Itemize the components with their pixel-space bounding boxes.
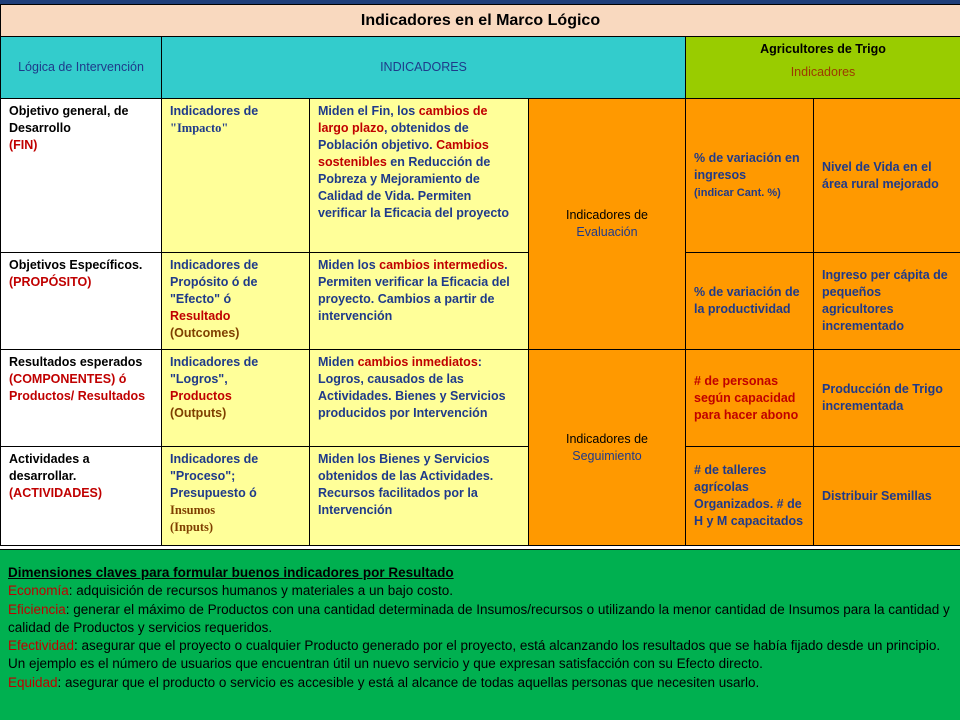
dimension-term: Eficiencia bbox=[8, 601, 66, 617]
header-logica: Lógica de Intervención bbox=[1, 37, 162, 99]
row-fin-label: Objetivo general, de Desarrollo bbox=[9, 104, 129, 135]
row-componentes-agri-indicator: # de personas según capacidad para hacer abono bbox=[686, 350, 814, 447]
text-seg: Miden los bbox=[318, 258, 380, 272]
row-fin-indicator bbox=[162, 99, 310, 253]
evaluacion-label: Indicadores de bbox=[565, 208, 648, 222]
row-actividades-indicator bbox=[162, 447, 310, 546]
text-seg: cambios de largo plazo bbox=[318, 104, 488, 135]
dimension-item bbox=[8, 637, 952, 674]
text-seg: en bbox=[386, 155, 409, 169]
header-agricultores-sub: Indicadores bbox=[790, 65, 856, 79]
text-seg: Reducción de Pobreza y Mejoramiento de Calidad de Vida. Permiten verificar la Eficacia del proyecto bbox=[318, 155, 510, 220]
dimension-item bbox=[8, 582, 952, 600]
row-proposito-logic bbox=[1, 253, 162, 350]
row-fin-description bbox=[310, 99, 529, 253]
row-componentes-indicator bbox=[162, 350, 310, 447]
row-componentes-indicator-a: Indicadores de "Logros", bbox=[170, 355, 259, 386]
row-proposito-indicator-a: Indicadores de Propósito ó de "Efecto" ó bbox=[170, 258, 259, 306]
row-fin-logic bbox=[1, 99, 162, 253]
row-componentes-logic bbox=[1, 350, 162, 447]
row-proposito-agri-indicator: % de variación de la productividad bbox=[686, 253, 814, 350]
table-title: Indicadores en el Marco Lógico bbox=[1, 5, 960, 37]
row-fin-agri-a: % de variación en ingresos bbox=[694, 150, 800, 182]
row-fin-indicator-a: Indicadores de bbox=[170, 104, 259, 118]
row-proposito-indicator-c: (Outcomes) bbox=[170, 326, 240, 340]
text-seg: cambios intermedios bbox=[379, 258, 505, 272]
dimensions-box bbox=[0, 549, 960, 720]
text-seg: . Permiten verificar la Eficacia del proyecto. Cambios a partir de intervención bbox=[318, 258, 510, 323]
dimension-term: Efectividad bbox=[8, 638, 75, 654]
row-proposito-agri-goal: Ingreso per cápita de pequeños agricultores incrementado bbox=[814, 253, 960, 350]
text-seg: Miden bbox=[318, 355, 358, 369]
row-proposito-indicator-b: Resultado bbox=[170, 309, 231, 323]
row-proposito-description bbox=[310, 253, 529, 350]
seguimiento-cell bbox=[529, 350, 686, 546]
header-agricultores bbox=[686, 37, 960, 99]
row-fin-agri-b: (indicar Cant. %) bbox=[694, 186, 781, 199]
row-componentes-description bbox=[310, 350, 529, 447]
row-componentes-tag: (COMPONENTES) ó Productos/ Resultados bbox=[9, 372, 146, 403]
row-actividades-agri-indicator: # de talleres agrícolas Organizados. # de H y M capacitados bbox=[686, 447, 814, 546]
row-componentes-label: Resultados esperados bbox=[9, 355, 143, 369]
dimensions-heading: Dimensiones claves para formular buenos indicadores por Resultado bbox=[8, 565, 454, 580]
row-actividades-description: Miden los Bienes y Servicios obtenidos de las Actividades. Recursos facilitados por la Intervención bbox=[310, 447, 529, 546]
dimension-item bbox=[8, 601, 952, 638]
row-actividades-indicator-c: (Inputs) bbox=[170, 520, 214, 534]
seguimiento-label: Indicadores de bbox=[565, 431, 648, 446]
dimension-text: : asegurar que el producto o servicio es accesible y está al alcance de todas aquellas personas que necesiten usarlo. bbox=[57, 674, 760, 690]
row-proposito-label: Objetivos Específicos. bbox=[9, 258, 143, 272]
row-actividades-logic bbox=[1, 447, 162, 546]
row-componentes-indicator-c: (Outputs) bbox=[170, 406, 227, 420]
row-proposito-indicator bbox=[162, 253, 310, 350]
seguimiento-value: Seguimiento bbox=[572, 448, 642, 463]
row-proposito-tag: (PROPÓSITO) bbox=[9, 275, 92, 289]
row-actividades-label: Actividades a desarrollar. bbox=[9, 452, 90, 483]
row-actividades-indicator-a: Indicadores de "Proceso"; Presupuesto ó bbox=[170, 452, 259, 500]
header-agricultores-title: Agricultores de Trigo bbox=[760, 42, 886, 56]
row-fin-agri-goal: Nivel de Vida en el área rural mejorado bbox=[814, 99, 960, 253]
row-actividades-indicator-b: Insumos bbox=[170, 503, 216, 517]
text-seg: : Logros, causados de las Actividades. Bienes y Servicios producidos por Intervención bbox=[318, 355, 506, 420]
logframe-table bbox=[0, 4, 960, 546]
dimension-term: Economía bbox=[8, 583, 69, 599]
row-fin-indicator-b: "Impacto" bbox=[170, 121, 229, 135]
dimension-text: : adquisición de recursos humanos y materiales a un bajo costo. bbox=[68, 583, 454, 599]
row-componentes-agri-goal: Producción de Trigo incrementada bbox=[814, 350, 960, 447]
row-actividades-tag: (ACTIVIDADES) bbox=[9, 486, 103, 500]
text-seg: , obtenidos de Población objetivo. bbox=[318, 121, 469, 152]
text-seg: Miden el Fin, los bbox=[318, 104, 419, 118]
text-seg: cambios inmediatos bbox=[357, 355, 478, 369]
row-fin-agri-indicator bbox=[686, 99, 814, 253]
dimension-item bbox=[8, 674, 952, 692]
row-componentes-indicator-b: Productos bbox=[170, 389, 232, 403]
evaluacion-value: Evaluación bbox=[576, 225, 638, 239]
header-indicadores: INDICADORES bbox=[162, 37, 686, 99]
dimension-term: Equidad bbox=[8, 674, 58, 690]
text-seg: Cambios sostenibles bbox=[318, 138, 489, 169]
dimension-text: : asegurar que el proyecto o cualquier Producto generado por el proyecto, está alcanzando los resultados que se había fijado desde un principio. Un ejemplo es el número de usuarios que encuentran útil un nuevo servicio y que expresan satisfacción con su Efecto directo. bbox=[8, 638, 941, 672]
row-actividades-agri-goal: Distribuir Semillas bbox=[814, 447, 960, 546]
evaluacion-cell bbox=[529, 99, 686, 350]
dimension-text: : generar el máximo de Productos con una cantidad determinada de Insumos/recursos o utilizando la menor cantidad de Insumos para la cantidad y calidad de Productos y servicios requeridos. bbox=[8, 601, 950, 635]
row-fin-tag: (FIN) bbox=[9, 138, 38, 152]
